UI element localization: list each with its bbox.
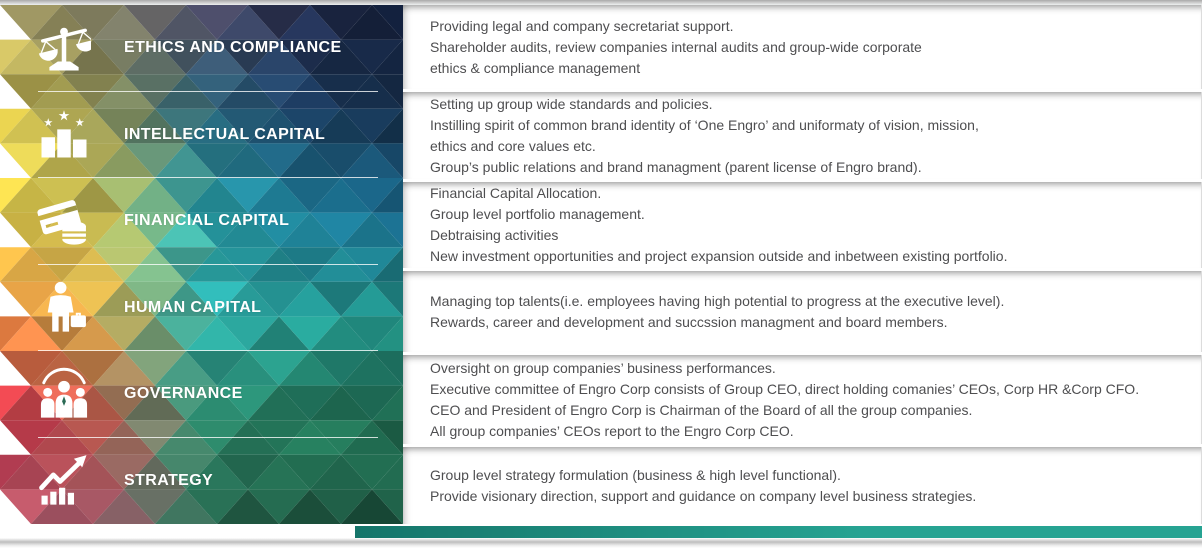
card-governance <box>403 355 1202 444</box>
sidebar-item-label: GOVERNANCE <box>124 385 243 403</box>
sidebar-item-label: INTELLECTUAL CAPITAL <box>124 125 326 143</box>
description-line: Group level portfolio management. <box>430 206 645 222</box>
description-line: Providing legal and company secretariat support. <box>430 17 734 34</box>
description-cards <box>403 5 1202 524</box>
sidebar-item-label: ETHICS AND COMPLIANCE <box>124 39 342 57</box>
growth-chart-icon <box>36 453 92 509</box>
card-intellectual-capital <box>403 92 1202 179</box>
capability-sidebar <box>0 5 403 524</box>
sidebar-item-label: HUMAN CAPITAL <box>124 298 262 316</box>
credit-card-coins-icon <box>36 193 92 249</box>
description-line: Group level strategy formulation (business & high level functional). <box>430 466 841 483</box>
sidebar-item-ethics-and-compliance <box>0 5 403 92</box>
description-line: Shareholder audits, review companies internal audits and group-wide corporate <box>430 38 922 55</box>
description-line: Executive committee of Engro Corp consists of Group CEO, direct holding comanies’ CEOs, Corp HR &Corp CFO. <box>430 380 1140 397</box>
teal-accent-bar <box>355 526 1202 538</box>
description-line: Provide visionary direction, support and guidance on company level business strategies. <box>430 487 977 504</box>
description-line: CEO and President of Engro Corp is Chairman of the Board of all the group companies. <box>430 401 973 418</box>
description-line: New investment opportunities and project expansion outside and inbetween existing portfolio. <box>430 248 1008 264</box>
sidebar-item-intellectual-capital <box>0 92 403 179</box>
sidebar-item-label: FINANCIAL CAPITAL <box>124 212 290 230</box>
team-icon <box>36 366 92 422</box>
sidebar-item-human-capital <box>0 265 403 352</box>
sidebar-item-label: STRATEGY <box>124 471 214 489</box>
description-line: Group’s public relations and brand managment (parent license of Engro brand). <box>430 158 922 175</box>
description-line: Financial Capital Allocation. <box>430 185 602 201</box>
description-line: All group companies’ CEOs report to the Engro Corp CEO. <box>430 422 794 439</box>
description-line: Instilling spirit of common brand identity of ‘One Engro’ and uniformaty of vision, mission, <box>430 116 979 133</box>
card-ethics-and-compliance <box>403 5 1202 89</box>
description-line: Rewards, career and development and succssion managment and board members. <box>430 313 948 330</box>
sidebar-rows <box>0 5 403 524</box>
bottom-shadow-strip <box>0 538 1202 548</box>
description-line: Setting up group wide standards and policies. <box>430 95 713 112</box>
podium-stars-icon <box>36 107 92 163</box>
businessman-icon <box>36 280 92 336</box>
description-line: ethics & compliance management <box>430 59 641 76</box>
description-line: Managing top talents(i.e. employees having high potential to progress at the executive level). <box>430 292 1005 309</box>
card-human-capital <box>403 271 1202 352</box>
scales-icon <box>36 20 92 76</box>
description-line: Debtraising activities <box>430 227 559 243</box>
description-line: Oversight on group companies’ business performances. <box>430 359 776 376</box>
card-strategy <box>403 447 1202 524</box>
sidebar-item-financial-capital <box>0 178 403 265</box>
sidebar-item-strategy <box>0 438 403 525</box>
sidebar-item-governance <box>0 351 403 438</box>
description-line: ethics and core values etc. <box>430 137 596 154</box>
card-financial-capital <box>403 182 1202 268</box>
